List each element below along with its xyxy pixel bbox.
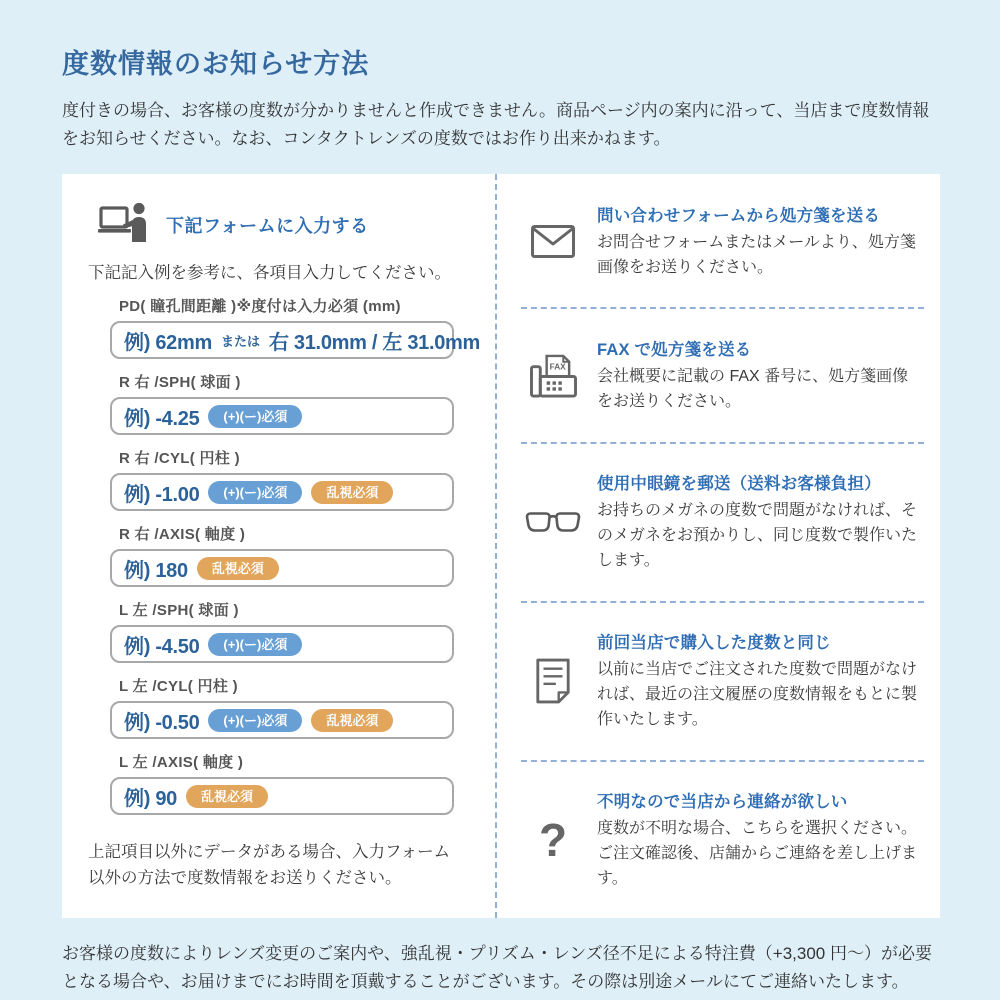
- method-title: 問い合わせフォームから処方箋を送る: [597, 207, 881, 226]
- footer-note: お客様の度数によりレンズ変更のご案内や、強乱視・プリズム・レンズ径不足による特注費（+3,300 円～）が必要となる場合や、お届けまでにお時間を頂戴することがございます。その際は別途メールにてご連絡いたします。: [62, 943, 932, 991]
- field-label-pd: PD( 瞳孔間距離 )※度付は入力必須 (mm): [119, 298, 401, 316]
- l-cyl-example-field[interactable]: [110, 701, 454, 739]
- field-label-l-cyl: L 左 /CYL( 円柱 ): [119, 678, 238, 696]
- method-unknown-contact: [521, 782, 924, 897]
- method-content: [597, 470, 924, 573]
- r-cyl-example-value: 例) -1.00: [124, 483, 200, 506]
- astigmatism-required-badge: 乱視必須: [186, 785, 268, 808]
- astigmatism-required-badge: 乱視必須: [197, 557, 279, 580]
- method-body: 会社概要に記載の FAX 番号に、処方箋画像をお送りください。: [597, 368, 909, 411]
- r-cyl-example-field[interactable]: [110, 473, 454, 511]
- l-cyl-example-value: 例) -0.50: [124, 711, 200, 734]
- astigmatism-required-badge: 乱視必須: [311, 481, 393, 504]
- method-body: お持ちのメガネの度数で問題がなければ、そのメガネをお預かりし、同じ度数で製作いたします。: [597, 502, 918, 570]
- method-title: 不明なので当店から連絡が欲しい: [597, 793, 848, 812]
- dashed-divider: [521, 307, 924, 309]
- mail-icon: [521, 225, 585, 258]
- field-label-l-sph: L 左 /SPH( 球面 ): [119, 602, 239, 620]
- prescription-info-panel: [62, 174, 940, 918]
- l-axis-example-value: 例) 90: [124, 787, 177, 810]
- form-section-heading: 下記フォームに入力する: [166, 215, 369, 236]
- method-title: 前回当店で購入した度数と同じ: [597, 634, 831, 653]
- method-previous-order: [521, 623, 924, 738]
- field-label-r-axis: R 右 /AXIS( 軸度 ): [119, 526, 246, 544]
- question-icon: [521, 814, 585, 867]
- pd-example-value-rl: 右 31.0mm / 左 31.0mm: [268, 331, 481, 354]
- dashed-divider: [521, 760, 924, 762]
- pd-example-field[interactable]: [110, 321, 481, 359]
- sign-required-badge: (+)(ー)必須: [208, 709, 302, 732]
- fax-icon-label: FAX: [549, 361, 566, 372]
- field-label-r-sph: R 右 /SPH( 球面 ): [119, 374, 241, 392]
- pd-example-connector: または: [220, 333, 260, 349]
- sign-required-badge: (+)(ー)必須: [208, 481, 302, 504]
- method-title: 使用中眼鏡を郵送（送料お客様負担）: [597, 475, 881, 494]
- field-label-r-cyl: R 右 /CYL( 円柱 ): [119, 450, 240, 468]
- dashed-divider: [521, 442, 924, 444]
- computer-user-icon: [98, 202, 150, 247]
- intro-text: 度付きの場合、お客様の度数が分かりませんと作成できません。商品ページ内の案内に沿って、当店まで度数情報をお知らせください。なお、コンタクトレンズの度数ではお作り出来かねます。: [62, 101, 930, 148]
- pd-example-value: 例) 62mm: [124, 331, 212, 354]
- r-axis-example-value: 例) 180: [124, 559, 188, 582]
- r-sph-example-value: 例) -4.25: [124, 407, 200, 430]
- sign-required-badge: (+)(ー)必須: [208, 633, 302, 656]
- l-axis-example-field[interactable]: [110, 777, 454, 815]
- dashed-divider: [521, 601, 924, 603]
- page-title: 度数情報のお知らせ方法: [62, 49, 370, 79]
- method-content: [597, 788, 924, 891]
- sign-required-badge: (+)(ー)必須: [208, 405, 302, 428]
- form-note: 上記項目以外にデータがある場合、入力フォーム以外の方法で度数情報をお送りください。: [88, 843, 451, 888]
- method-mail-glasses: [521, 464, 924, 579]
- fax-icon: [521, 353, 585, 398]
- method-contact-form: [521, 196, 924, 287]
- astigmatism-required-badge: 乱視必須: [311, 709, 393, 732]
- question-glyph: ?: [538, 814, 568, 867]
- method-content: [597, 336, 924, 415]
- r-sph-example-field[interactable]: [110, 397, 454, 435]
- method-title: FAX で処方箋を送る: [597, 341, 752, 360]
- method-content: [597, 629, 924, 732]
- l-sph-example-value: 例) -4.50: [124, 635, 200, 658]
- form-instruction: 下記記入例を参考に、各項目入力してください。: [88, 264, 451, 283]
- field-label-l-axis: L 左 /AXIS( 軸度 ): [119, 754, 244, 772]
- form-section-header: [88, 202, 455, 247]
- method-body: 度数が不明な場合、こちらを選択ください。ご注文確認後、店舗からご連絡を差し上げます。: [597, 820, 918, 887]
- form-section: [62, 174, 497, 918]
- method-content: [597, 202, 924, 281]
- glasses-icon: [521, 511, 585, 533]
- methods-section: [497, 174, 940, 918]
- method-body: お問合せフォームまたはメールより、処方箋画像をお送りください。: [597, 234, 916, 276]
- form-fields: [110, 295, 481, 815]
- l-sph-example-field[interactable]: [110, 625, 454, 663]
- method-body: 以前に当店でご注文された度数で問題がなければ、最近の注文履歴の度数情報をもとに製作いたします。: [597, 661, 918, 729]
- method-fax: [521, 330, 924, 421]
- r-axis-example-field[interactable]: [110, 549, 454, 587]
- document-icon: [521, 658, 585, 704]
